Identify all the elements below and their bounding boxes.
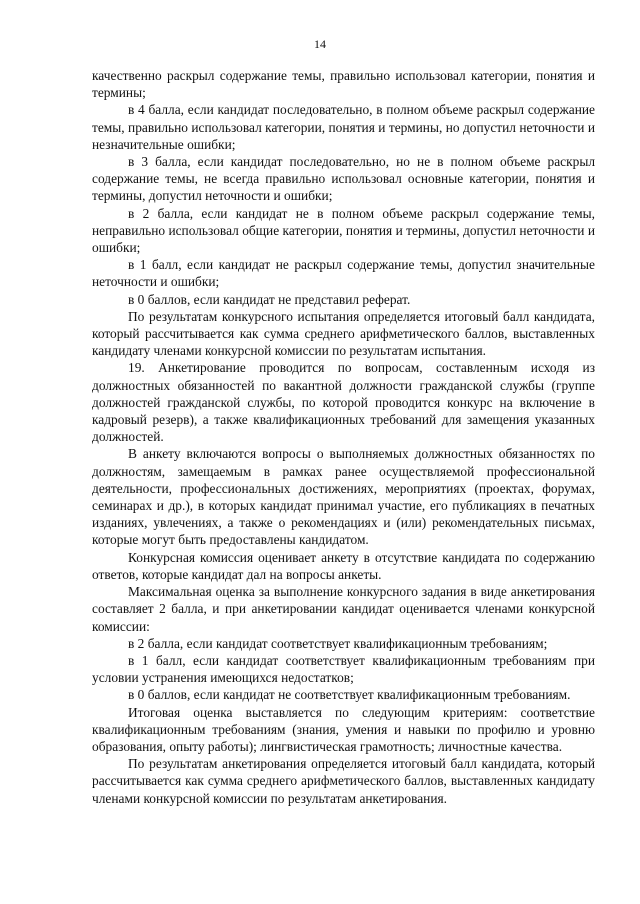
paragraph-final-score: По результатам конкурсного испытания определяется итоговый балл кандидата, который рассчитывается как сумма среднего арифметического баллов, выставленных кандидату членами конкурсной комиссии по результатам испытания. [92,308,595,359]
paragraph-questionnaire-score-1: в 1 балл, если кандидат соответствует квалификационным требованиям при условии устранения имеющихся недостатков; [92,652,595,686]
paragraph-continuation: качественно раскрыл содержание темы, правильно использовал категории, понятия и термины; [92,68,595,101]
paragraph-questionnaire-final: По результатам анкетирования определяется итоговый балл кандидата, который рассчитывается как сумма среднего арифметического баллов, выставленных кандидату членами конкурсной комиссии по результатам анкетирования. [92,756,595,806]
paragraph-max-score: Максимальная оценка за выполнение конкурсного задания в виде анкетирования составляет 2 балла, и при анкетировании кандидат оценивается членами конкурсной комиссии: [92,584,595,634]
paragraph-score-1: в 1 балл, если кандидат не раскрыл содержание темы, допустил значительные неточности и ошибки; [92,257,595,290]
paragraph-score-3: в 3 балла, если кандидат последовательно, но не в полном объеме раскрыл содержание темы, не всегда правильно использовал основные категории, понятия и термины, допустил неточности и ошибки; [92,154,595,204]
paragraph-score-2: в 2 балла, если кандидат не в полном объеме раскрыл содержание темы, неправильно использовал общие категории, понятия и термины, допустил неточности и ошибки; [92,205,595,256]
paragraph-section-19: 19. Анкетирование проводится по вопросам, составленным исходя из должностных обязанностей по вакантной должности гражданской службы (группе должностей гражданской службы, по которой проводится конкурс на включение в кадровый резерв), а также квалификационных требований для замещения указанных должностей. [92,360,595,445]
paragraph-commission-evaluates: Конкурсная комиссия оценивает анкету в отсутствие кандидата по содержанию ответов, которые кандидат дал на вопросы анкеты. [92,549,595,582]
paragraph-questionnaire-score-2: в 2 балла, если кандидат соответствует квалификационным требованиям; [128,635,548,651]
paragraph-score-0: в 0 баллов, если кандидат не представил реферат. [128,291,411,307]
page-number: 14 [314,37,326,51]
paragraph-criteria: Итоговая оценка выставляется по следующим критериям: соответствие квалификационным требованиям (знания, умения и навыки по профилю и уровню образования, опыту работы); лингвистическая грамотность; личностные качества. [92,704,595,754]
paragraph-score-4: в 4 балла, если кандидат последовательно, в полном объеме раскрыл содержание темы, правильно использовал категории, понятия и термины, но допустил неточности и незначительные ошибки; [92,102,595,152]
paragraph-questionnaire-score-0: в 0 баллов, если кандидат не соответствует квалификационным требованиям. [128,687,571,703]
document-body [92,67,595,807]
paragraph-questionnaire-content: В анкету включаются вопросы о выполняемых должностных обязанностях по должностям, замещаемым в рамках ранее осуществляемой профессиональной деятельности, профессиональных достижениях, мероприятиях (проектах, форумах, семинарах и др.), в которых кандидат принимал участие, его публикациях в печатных изданиях, увлечениях, а также о рекомендациях и (или) рекомендательных письмах, которые могут быть предоставлены кандидатом. [92,446,595,548]
